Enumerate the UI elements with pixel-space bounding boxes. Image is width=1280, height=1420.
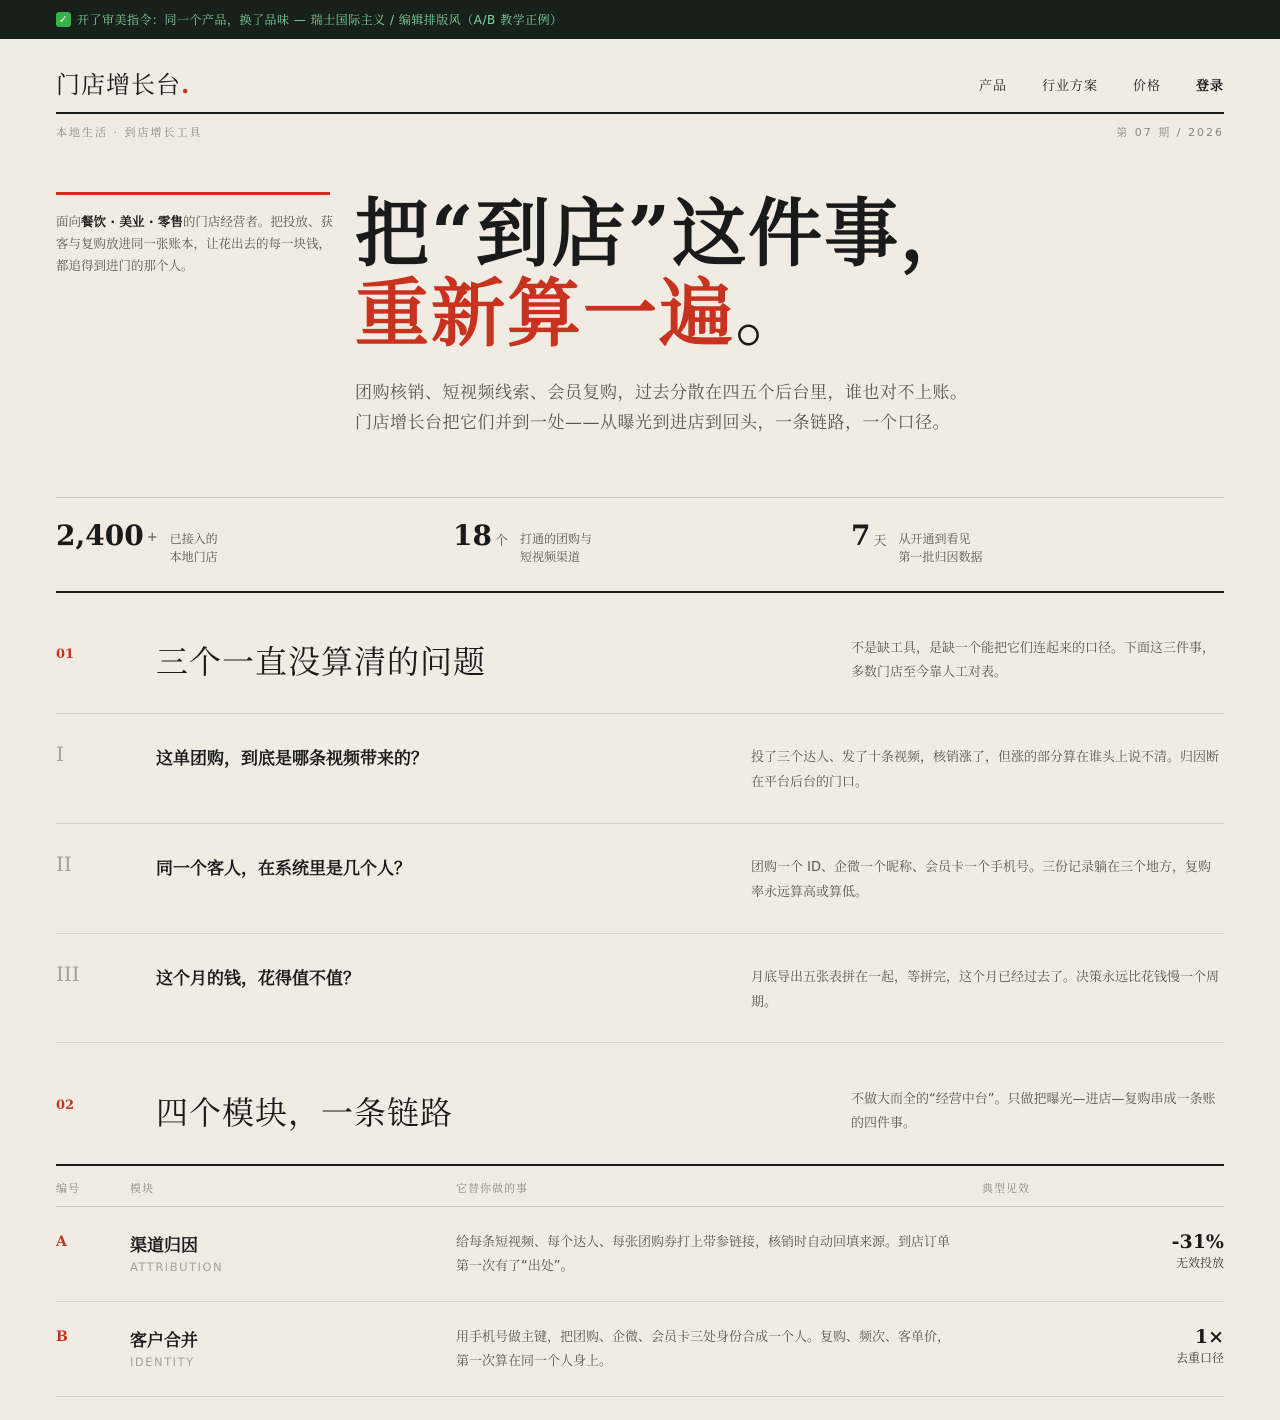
breadcrumb-bar: [56, 124, 1224, 140]
stat-stores: [56, 518, 218, 566]
stat-label: 已接入的 本地门店: [169, 532, 218, 564]
section-number: 02: [56, 1098, 75, 1113]
login-link[interactable]: 登录: [1195, 79, 1224, 94]
breadcrumb: 本地生活 · 到店增长工具: [56, 126, 203, 139]
modules-table-header: [56, 1164, 1224, 1207]
problem-item: [56, 823, 1224, 933]
section-description: 不是缺工具，是缺一个能把它们连起来的口径。下面这三件事，多数门店至今靠人工对表。: [851, 641, 1216, 680]
effect-label: 无效投放: [1175, 1256, 1224, 1270]
nav-item-products[interactable]: 产品: [978, 79, 1007, 94]
stat-value: 18: [453, 519, 492, 552]
col-description: 它替你做的事: [456, 1182, 528, 1195]
effect-value: 1×: [1194, 1326, 1224, 1348]
problem-item: [56, 933, 1224, 1043]
problem-explanation: 投了三个达人、发了十条视频，核销涨了，但涨的部分算在谁头上说不清。归因断在平台后台的门口。: [751, 750, 1220, 790]
top-banner: [0, 0, 1280, 39]
problem-item: [56, 713, 1224, 823]
problem-number: III: [56, 962, 80, 986]
module-code: B: [56, 1329, 68, 1345]
stat-label: 从开通到看见 第一批归因数据: [898, 532, 983, 564]
problem-number: I: [56, 742, 64, 766]
stat-days: [851, 518, 983, 566]
hero-sub-line2: 门店增长台把它们并到一处——从曝光到进店到回头，一条链路，一个口径。: [355, 413, 950, 433]
intro-rest: 的门店经营者。把投放、获客与复购放进同一张账本，让花出去的每一块钱，都追得到进门的那个人。: [56, 214, 333, 273]
hero-title: [355, 191, 977, 357]
module-effect: [1176, 1326, 1224, 1366]
logo-dot: .: [181, 70, 191, 99]
stats-bar: [56, 497, 1224, 593]
module-english-name: ATTRIBUTION: [130, 1260, 224, 1274]
section-title: 四个模块，一条链路: [156, 1094, 454, 1132]
module-name: 渠道归因: [130, 1236, 198, 1256]
section-title: 三个一直没算清的问题: [156, 643, 487, 681]
intro-prefix: 面向: [56, 214, 82, 229]
hero-title-period: 。: [735, 271, 811, 357]
col-code: 编号: [56, 1182, 80, 1195]
hero-intro: [56, 211, 336, 277]
effect-value: -31%: [1171, 1231, 1224, 1253]
module-code: A: [56, 1234, 67, 1250]
table-row: [56, 1302, 1224, 1397]
hero-sub-line1: 团购核销、短视频线索、会员复购，过去分散在四五个后台里，谁也对不上账。: [355, 383, 968, 403]
site-header: [56, 39, 1224, 114]
issue-number: 第 07 期 / 2026: [1116, 126, 1224, 139]
section-modules-header: [56, 1044, 1224, 1164]
module-description: 用手机号做主键，把团购、企微、会员卡三处身份合成一个人。复购、频次、客单价，第一次算在同一个人身上。: [456, 1330, 951, 1369]
module-name: 客户合并: [130, 1331, 198, 1351]
module-effect: [1172, 1231, 1224, 1271]
stat-value: 7: [851, 519, 871, 552]
col-effect: 典型见效: [982, 1182, 1030, 1195]
problem-question: 同一个客人，在系统里是几个人？: [156, 859, 411, 879]
problem-explanation: 团购一个 ID、企微一个昵称、会员卡一个手机号。三份记录躺在三个地方，复购率永远算高或算低。: [751, 860, 1211, 900]
problem-number: II: [56, 852, 72, 876]
module-english-name: IDENTITY: [130, 1355, 195, 1369]
section-number: 01: [56, 647, 75, 662]
col-module: 模块: [130, 1182, 154, 1195]
stat-unit: +: [146, 530, 158, 545]
problem-question: 这单团购，到底是哪条视频带来的？: [156, 749, 428, 769]
module-description: 给每条短视频、每个达人、每张团购券打上带参链接，核销时自动回填来源。到店订单第一次有了“出处”。: [456, 1235, 951, 1274]
hero-accent-rule: [56, 192, 330, 195]
effect-label: 去重口径: [1175, 1351, 1224, 1365]
intro-industries: 餐饮 · 美业 · 零售: [81, 214, 183, 229]
main-nav: [979, 75, 1224, 94]
hero-subtitle: [355, 378, 968, 438]
stat-unit: 天: [873, 534, 887, 549]
hero-title-line2: 重新算一遍: [355, 271, 735, 357]
stat-label: 打通的团购与 短视频渠道: [519, 532, 592, 564]
nav-item-pricing[interactable]: 价格: [1132, 79, 1161, 94]
nav-item-solutions[interactable]: 行业方案: [1041, 79, 1098, 94]
stat-value: 2,400: [56, 519, 144, 552]
stat-unit: 个: [494, 534, 508, 549]
problem-explanation: 月底导出五张表拼在一起，等拼完，这个月已经过去了。决策永远比花钱慢一个周期。: [751, 970, 1220, 1010]
section-problems-header: [56, 593, 1224, 713]
check-icon: ✓: [56, 12, 71, 27]
section-description: 不做大而全的“经营中台”。只做把曝光—进店—复购串成一条账的四件事。: [851, 1092, 1216, 1131]
logo[interactable]: [56, 65, 190, 100]
hero-title-line1: 把“到店”这件事，: [355, 191, 977, 277]
problem-question: 这个月的钱，花得值不值？: [156, 969, 360, 989]
stat-channels: [453, 518, 592, 566]
banner-text: 开了审美指令：同一个产品，换了品味 — 瑞士国际主义 / 编辑排版风（A/B 教学正例）: [77, 13, 563, 27]
table-row: [56, 1207, 1224, 1302]
logo-text: 门店增长台: [56, 71, 181, 99]
